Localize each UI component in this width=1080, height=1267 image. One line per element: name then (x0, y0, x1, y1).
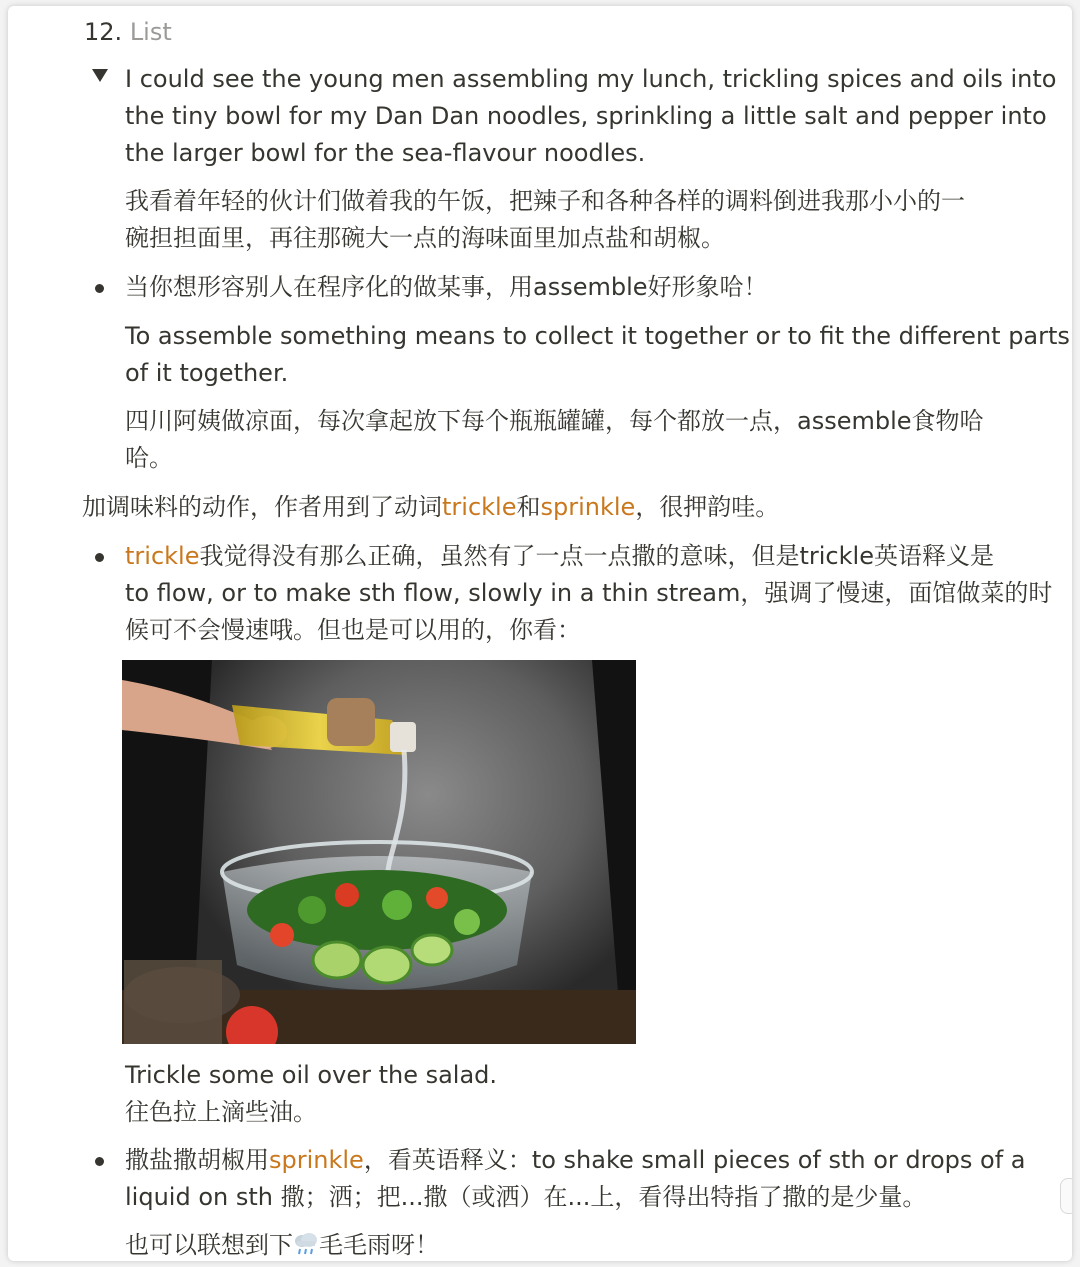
translation-line: 碗担担面里，再往那碗大一点的海味面里加点盐和胡椒。 (125, 224, 725, 252)
highlight-word: sprinkle (540, 493, 636, 521)
image-caption-zh: 往色拉上滴些油。 (125, 1098, 317, 1126)
scroll-handle[interactable] (1060, 1178, 1072, 1214)
bullet-text (125, 538, 994, 575)
translation-line: 我看着年轻的伙计们做着我的午饭，把辣子和各种各样的调料倒进我那小小的一 (125, 187, 965, 215)
bullet-text-part: 也可以联想到下 (125, 1231, 293, 1259)
highlight-word: sprinkle (269, 1146, 364, 1174)
list-number: 12. (84, 18, 123, 46)
bullet-text: 当你想形容别人在程序化的做某事，用assemble好形象哈！ (125, 273, 768, 301)
rain-cloud-icon (293, 1230, 319, 1254)
bullet-text: to flow, or to make sth flow, slowly in a thin stream，强调了慢速，面馆做菜的时 (125, 579, 1053, 607)
bullet-text-part: 毛毛雨呀！ (319, 1231, 439, 1259)
verbs-text: 和 (516, 493, 541, 521)
bullet-text-part: ，看英语释义：to shake small pieces of sth or drops of a (363, 1146, 1026, 1174)
bullet-text-part: 撒盐撒胡椒用 (125, 1146, 269, 1174)
paragraph-line: the larger bowl for the sea-flavour noodles. (125, 139, 646, 167)
verbs-text: ，很押韵哇。 (635, 493, 780, 521)
salad-oil-photo (122, 660, 636, 1044)
paragraph-line: the tiny bowl for my Dan Dan noodles, sprinkling a little salt and pepper into (125, 102, 1047, 130)
bullet-icon (95, 1157, 104, 1166)
bullet-text-rest: 我觉得没有那么正确，虽然有了一点一点撒的意味，但是trickle英语释义是 (199, 542, 994, 570)
toggle-triangle-icon[interactable] (92, 69, 108, 82)
definition-line: To assemble something means to collect it together or to fit the different parts (125, 322, 1070, 350)
list-header (84, 14, 172, 51)
bullet-icon (95, 284, 104, 293)
bullet-text (125, 1227, 439, 1261)
paragraph-line: I could see the young men assembling my lunch, trickling spices and oils into (125, 65, 1057, 93)
highlight-word: trickle (442, 493, 517, 521)
document-page (8, 6, 1072, 1261)
highlight-word: trickle (125, 542, 200, 570)
definition-line: of it together. (125, 359, 289, 387)
bullet-text: 候可不会慢速哦。但也是可以用的，你看： (125, 616, 581, 644)
image-caption-en: Trickle some oil over the salad. (125, 1061, 498, 1089)
bullet-icon (95, 553, 104, 562)
list-label: List (129, 18, 172, 46)
note-line: 四川阿姨做凉面，每次拿起放下每个瓶瓶罐罐，每个都放一点，assemble食物哈 (125, 407, 984, 435)
note-line: 哈。 (125, 444, 173, 472)
verbs-paragraph (82, 489, 779, 526)
verbs-text: 加调味料的动作，作者用到了动词 (82, 493, 442, 521)
bullet-text: liquid on sth 撒；洒；把...撒（或洒）在...上，看得出特指了撒的是少量。 (125, 1183, 927, 1211)
bullet-text (125, 1142, 1026, 1179)
